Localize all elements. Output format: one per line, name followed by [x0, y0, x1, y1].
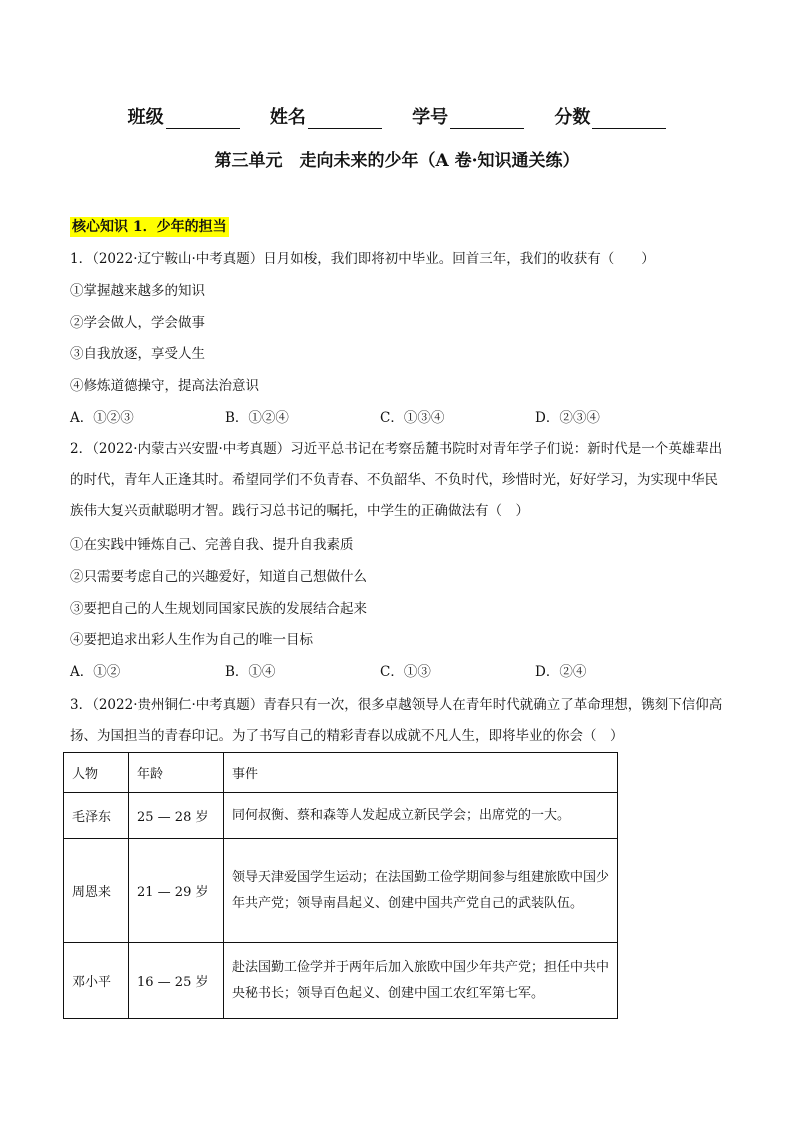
- table-cell-events: 领导天津爱国学生运动；在法国勤工俭学期间参与组建旅欧中国少年共产党；领导南昌起义、创建中国共产党自己的武装队伍。: [224, 839, 618, 943]
- table-cell-person: 周恩来: [64, 839, 129, 943]
- q2-item: ①在实践中锤炼自己、完善自我、提升自我素质: [70, 537, 354, 553]
- q2-item: ④要把追求出彩人生作为自己的唯一目标: [70, 632, 313, 648]
- q2-option-a[interactable]: A．①②: [70, 664, 121, 680]
- table-row: [64, 793, 618, 839]
- table-header-cell: 年龄: [129, 753, 224, 793]
- name-blank[interactable]: [308, 110, 382, 129]
- score-field: 分数: [554, 103, 666, 129]
- table-cell-age: 16 — 25 岁: [129, 943, 224, 1019]
- class-field: 班级: [128, 103, 240, 129]
- q2-stem: 2．（2022·内蒙古兴安盟·中考真题）习近平总书记在考察岳麓书院时对青年学子们说：新时代是一个英雄辈出的时代，青年人正逢其时。希望同学们不负青春、不负韶华、不负时代，珍惜时光，好好学习，为实现中华民族伟大复兴贡献聪明才智。践行习总书记的嘱托，中学生的正确做法有（ ）: [70, 441, 723, 519]
- number-field: 学号: [412, 103, 524, 129]
- number-blank[interactable]: [450, 110, 524, 129]
- q2-item: ②只需要考虑自己的兴趣爱好，知道自己想做什么: [70, 569, 367, 585]
- table-header-cell: 事件: [224, 753, 618, 793]
- q3-stem: 3．（2022·贵州铜仁·中考真题）青春只有一次，很多卓越领导人在青年时代就确立了革命理想，镌刻下信仰高扬、为国担当的青春印记。为了书写自己的精彩青春以成就不凡人生，即将毕业的你会（ ）: [70, 697, 723, 744]
- table-header-cell: 人物: [64, 753, 129, 793]
- q1-option-a[interactable]: A．①②③: [70, 410, 134, 426]
- name-field: 姓名: [270, 103, 382, 129]
- table-cell-person: 毛泽东: [64, 793, 129, 839]
- q2-option-c[interactable]: C．①③: [380, 664, 431, 680]
- q1-item: ②学会做人，学会做事: [70, 315, 205, 331]
- table-cell-age: 25 — 28 岁: [129, 793, 224, 839]
- table-row: [64, 943, 618, 1019]
- q1-options: [70, 409, 690, 427]
- q2-item: ③要把自己的人生规划同国家民族的发展结合起来: [70, 601, 367, 617]
- score-blank[interactable]: [592, 110, 666, 129]
- q2-options: [70, 663, 690, 681]
- table-cell-age: 21 — 29 岁: [129, 839, 224, 943]
- table-cell-events: 赴法国勤工俭学并于两年后加入旅欧中国少年共产党；担任中共中央秘书长；领导百色起义、创建中国工农红军第七军。: [224, 943, 618, 1019]
- q1-item: ①掌握越来越多的知识: [70, 283, 205, 299]
- page-title: 第三单元 走向未来的少年（A 卷·知识通关练）: [214, 151, 580, 171]
- table-header-row: [64, 753, 618, 793]
- table-cell-events: 同何叔衡、蔡和森等人发起成立新民学会；出席党的一大。: [224, 793, 618, 839]
- table-cell-person: 邓小平: [64, 943, 129, 1019]
- q2-option-b[interactable]: B．①④: [225, 664, 276, 680]
- q1-option-c[interactable]: C．①③④: [380, 410, 445, 426]
- student-info-line: [0, 103, 794, 129]
- q1-option-d[interactable]: D．②③④: [535, 410, 600, 426]
- q1-option-b[interactable]: B．①②④: [225, 410, 289, 426]
- q1-item: ④修炼道德操守，提高法治意识: [70, 378, 259, 394]
- leaders-table: [63, 752, 618, 1019]
- q1-stem: 1．（2022·辽宁鞍山·中考真题）日月如梭，我们即将初中毕业。回首三年，我们的收获有（ ）: [70, 251, 655, 267]
- q1-item: ③自我放逐，享受人生: [70, 346, 205, 362]
- table-row: [64, 839, 618, 943]
- class-blank[interactable]: [166, 110, 240, 129]
- section-heading: 核心知识 1．少年的担当: [72, 219, 227, 235]
- q2-option-d[interactable]: D．②④: [535, 664, 587, 680]
